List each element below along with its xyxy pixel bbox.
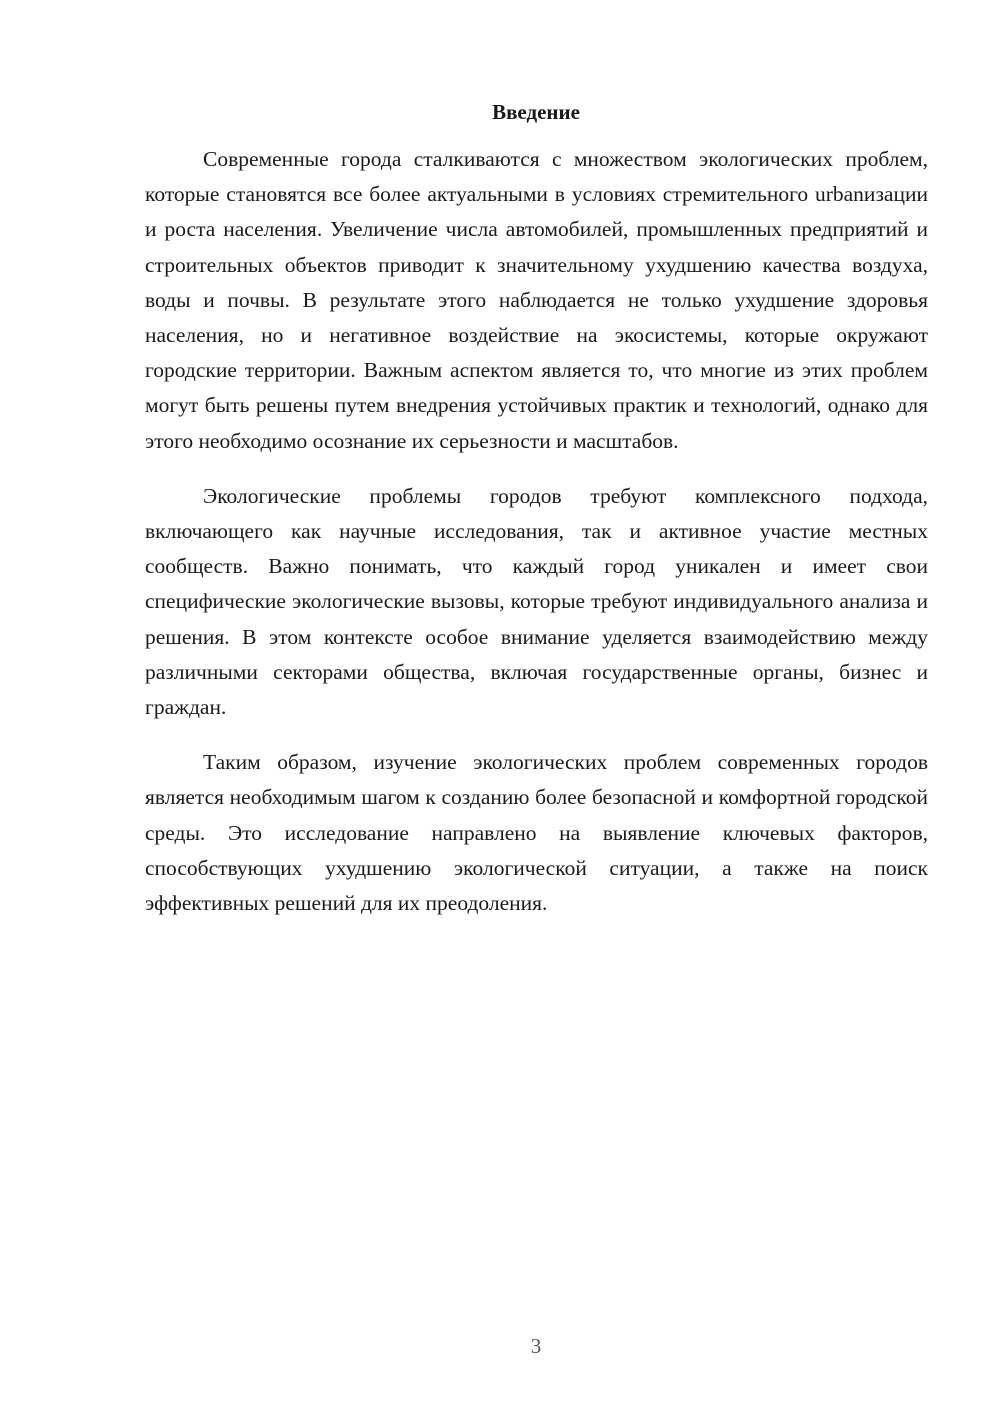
paragraph-3: Таким образом, изучение экологических проблем современных городов является необходимым шагом к созданию более безопасной и комфортной городской среды. Это исследование направлено на выявление ключевых факторов, способствующих ухудшению экологической ситуации, а также на поиск эффективных решений для их преодоления.	[145, 750, 928, 916]
section-title: Введение	[492, 100, 580, 124]
paragraph-1: Современные города сталкиваются с множеством экологических проблем, которые становятся все более актуальными в условиях стремительного urbanизации и роста населения. Увеличение числа автомобилей, промышленных предприятий и строительных объектов приводит к значительному ухудшению качества воздуха, воды и почвы. В результате этого наблюдается не только ухудшение здоровья населения, но и негативное воздействие на экосистемы, которые окружают городские территории. Важным аспектом является то, что многие из этих проблем могут быть решены путем внедрения устойчивых практик и технологий, однако для этого необходимо осознание их серьезности и масштабов.	[145, 147, 928, 453]
paragraph-2: Экологические проблемы городов требуют комплексного подхода, включающего как научные исследования, так и активное участие местных сообществ. Важно понимать, что каждый город уникален и имеет свои специфические экологические вызовы, которые требуют индивидуального анализа и решения. В этом контексте особое внимание уделяется взаимодействию между различными секторами общества, включая государственные органы, бизнес и граждан.	[145, 483, 928, 720]
page-number: 3	[530, 1334, 542, 1358]
body-text	[145, 142, 928, 941]
